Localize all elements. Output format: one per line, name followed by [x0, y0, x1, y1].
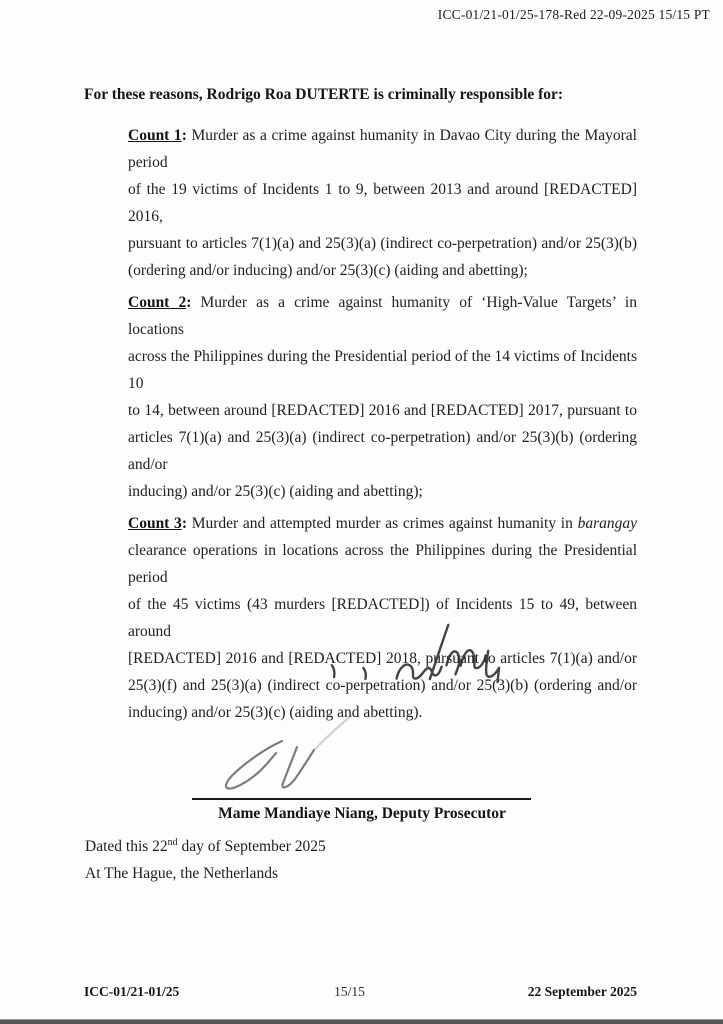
dated-line	[85, 837, 326, 856]
count-line: (ordering and/or inducing) and/or 25(3)(c) (aiding and abetting);	[128, 262, 528, 279]
count-line: clearance operations in locations across the Philippines during the Presidential period	[128, 542, 637, 586]
bottom-edge-bar	[0, 1019, 723, 1024]
place-line: At The Hague, the Netherlands	[85, 865, 278, 882]
intro-statement: For these reasons, Rodrigo Roa DUTERTE is criminally responsible for:	[84, 86, 564, 103]
count-line: 25(3)(f) and 25(3)(a) (indirect co-perpetration) and/or 25(3)(b) (ordering and/or	[128, 677, 637, 694]
count-line: of the 19 victims of Incidents 1 to 9, between 2013 and around [REDACTED] 2016,	[128, 181, 637, 225]
count-paragraph-count-1	[128, 122, 637, 284]
count-paragraph-count-2	[128, 289, 637, 505]
count-line: Count 2: Murder as a crime against humanity of ‘High-Value Targets’ in locations	[128, 294, 637, 338]
count-line: to 14, between around [REDACTED] 2016 and [REDACTED] 2017, pursuant to	[128, 402, 637, 419]
count-line: pursuant to articles 7(1)(a) and 25(3)(a) (indirect co-perpetration) and/or 25(3)(b)	[128, 235, 637, 252]
signatory-name: Mame Mandiaye Niang, Deputy Prosecutor	[218, 805, 506, 822]
count-line: articles 7(1)(a) and 25(3)(a) (indirect co-perpetration) and/or 25(3)(b) (ordering and/or	[128, 429, 637, 473]
signature-handwriting	[190, 612, 540, 802]
footer-case-number: ICC-01/21-01/25	[84, 984, 180, 999]
signature-line	[192, 798, 531, 800]
footer-date: 22 September 2025	[527, 984, 637, 999]
dated-suffix: day of September 2025	[177, 838, 326, 856]
count-line: inducing) and/or 25(3)(c) (aiding and abetting).	[128, 704, 423, 721]
count-line: [REDACTED] 2016 and [REDACTED] 2018, pursuant to articles 7(1)(a) and/or	[128, 650, 637, 667]
dated-prefix: Dated this 22	[85, 838, 168, 856]
footer-page-number: 15/15	[334, 984, 365, 999]
page-footer	[84, 984, 637, 1004]
count-line: across the Philippines during the Presidential period of the 14 victims of Incidents 10	[128, 348, 637, 392]
dated-ordinal-superscript: nd	[167, 837, 178, 848]
count-line: inducing) and/or 25(3)(c) (aiding and abetting);	[128, 483, 423, 500]
header-stamp: ICC-01/21-01/25-178-Red 22-09-2025 15/15 PT	[437, 7, 710, 22]
count-line: Count 1: Murder as a crime against humanity in Davao City during the Mayoral period	[128, 127, 637, 171]
count-line: of the 45 victims (43 murders [REDACTED]) of Incidents 15 to 49, between around	[128, 596, 637, 640]
count-line: Count 3: Murder and attempted murder as crimes against humanity in barangay	[128, 515, 637, 532]
